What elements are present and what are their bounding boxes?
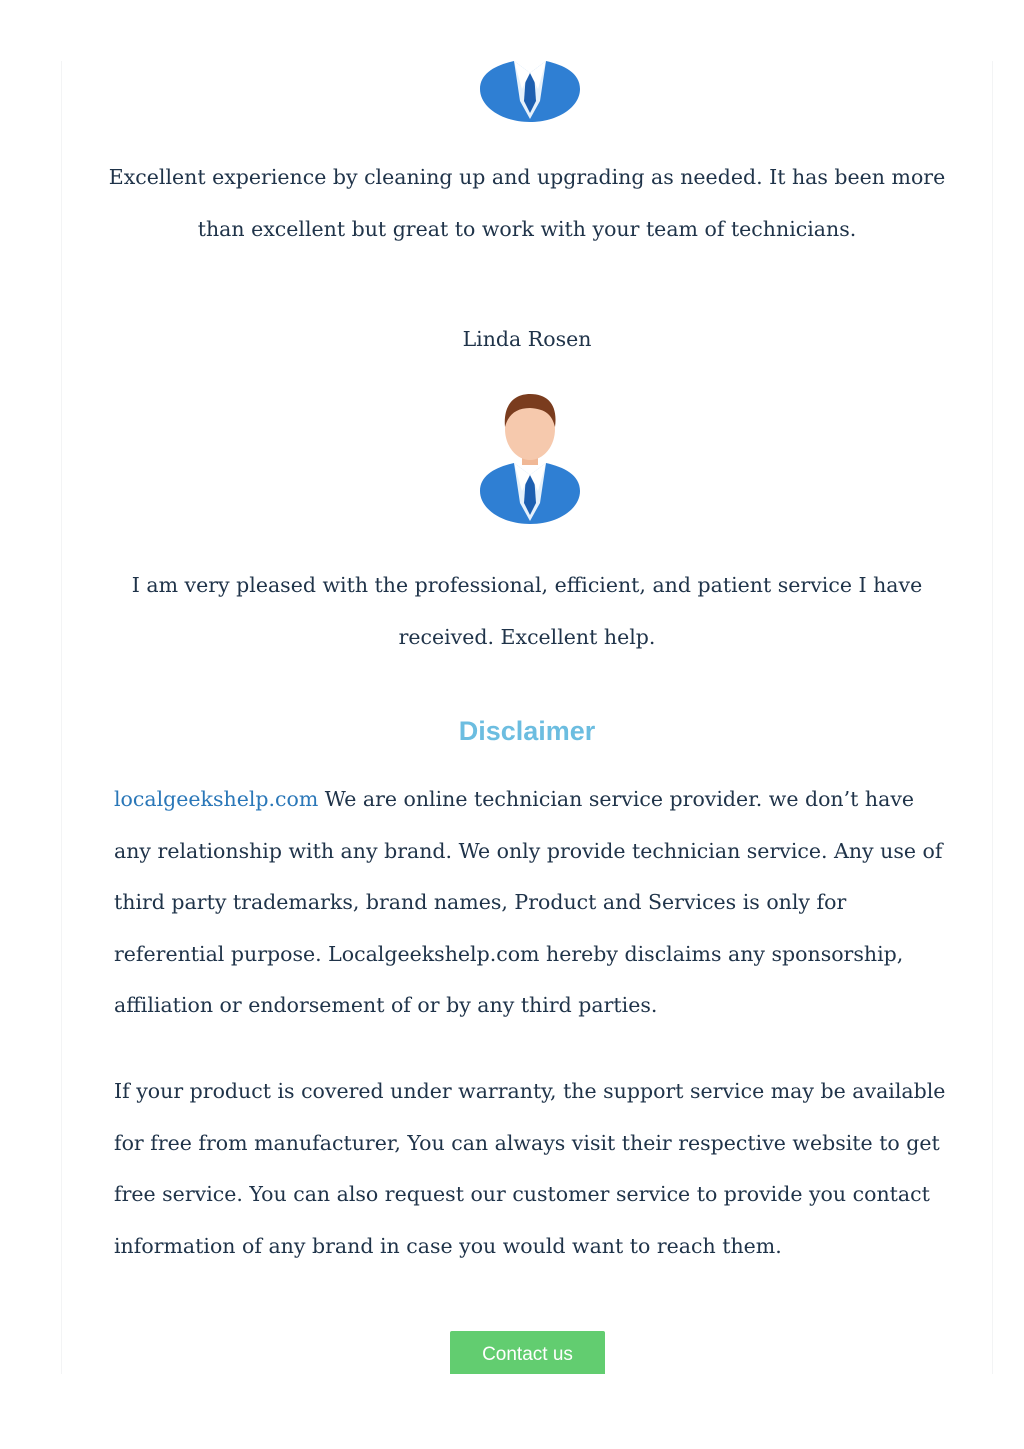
content-card bbox=[61, 61, 993, 1374]
disclaimer-paragraph-text: We are online technician service provider. we don’t have any relationship with any brand. We only provide technician service. Any use of third party trademarks, brand names, Product and Services is only for referential purpose. Localgeekshelp.com hereby disclaims any sponsorship, affiliation or endorsement of or by any third parties. bbox=[114, 787, 943, 1017]
disclaimer-heading: Disclaimer bbox=[458, 716, 596, 746]
warranty-paragraph: If your product is covered under warranty, the support service may be available for free from manufacturer, You can always visit their respective website to get free service. You can also request our customer service to provide you contact information of any brand in case you would want to reach them. bbox=[114, 1079, 946, 1258]
disclaimer-paragraph bbox=[114, 774, 952, 1032]
testimonial-text: Excellent experience by cleaning up and upgrading as needed. It has been more than excellent but great to work with your team of technicians. bbox=[108, 165, 946, 241]
testimonial-author: Linda Rosen bbox=[462, 327, 592, 351]
person-avatar-icon bbox=[474, 61, 586, 124]
site-link[interactable]: localgeekshelp.com bbox=[114, 787, 319, 811]
testimonial-text: I am very pleased with the professional, efficient, and patient service I have received. Excellent help. bbox=[131, 573, 923, 649]
person-avatar-icon bbox=[474, 391, 586, 526]
contact-us-button[interactable]: Contact us bbox=[450, 1331, 605, 1374]
